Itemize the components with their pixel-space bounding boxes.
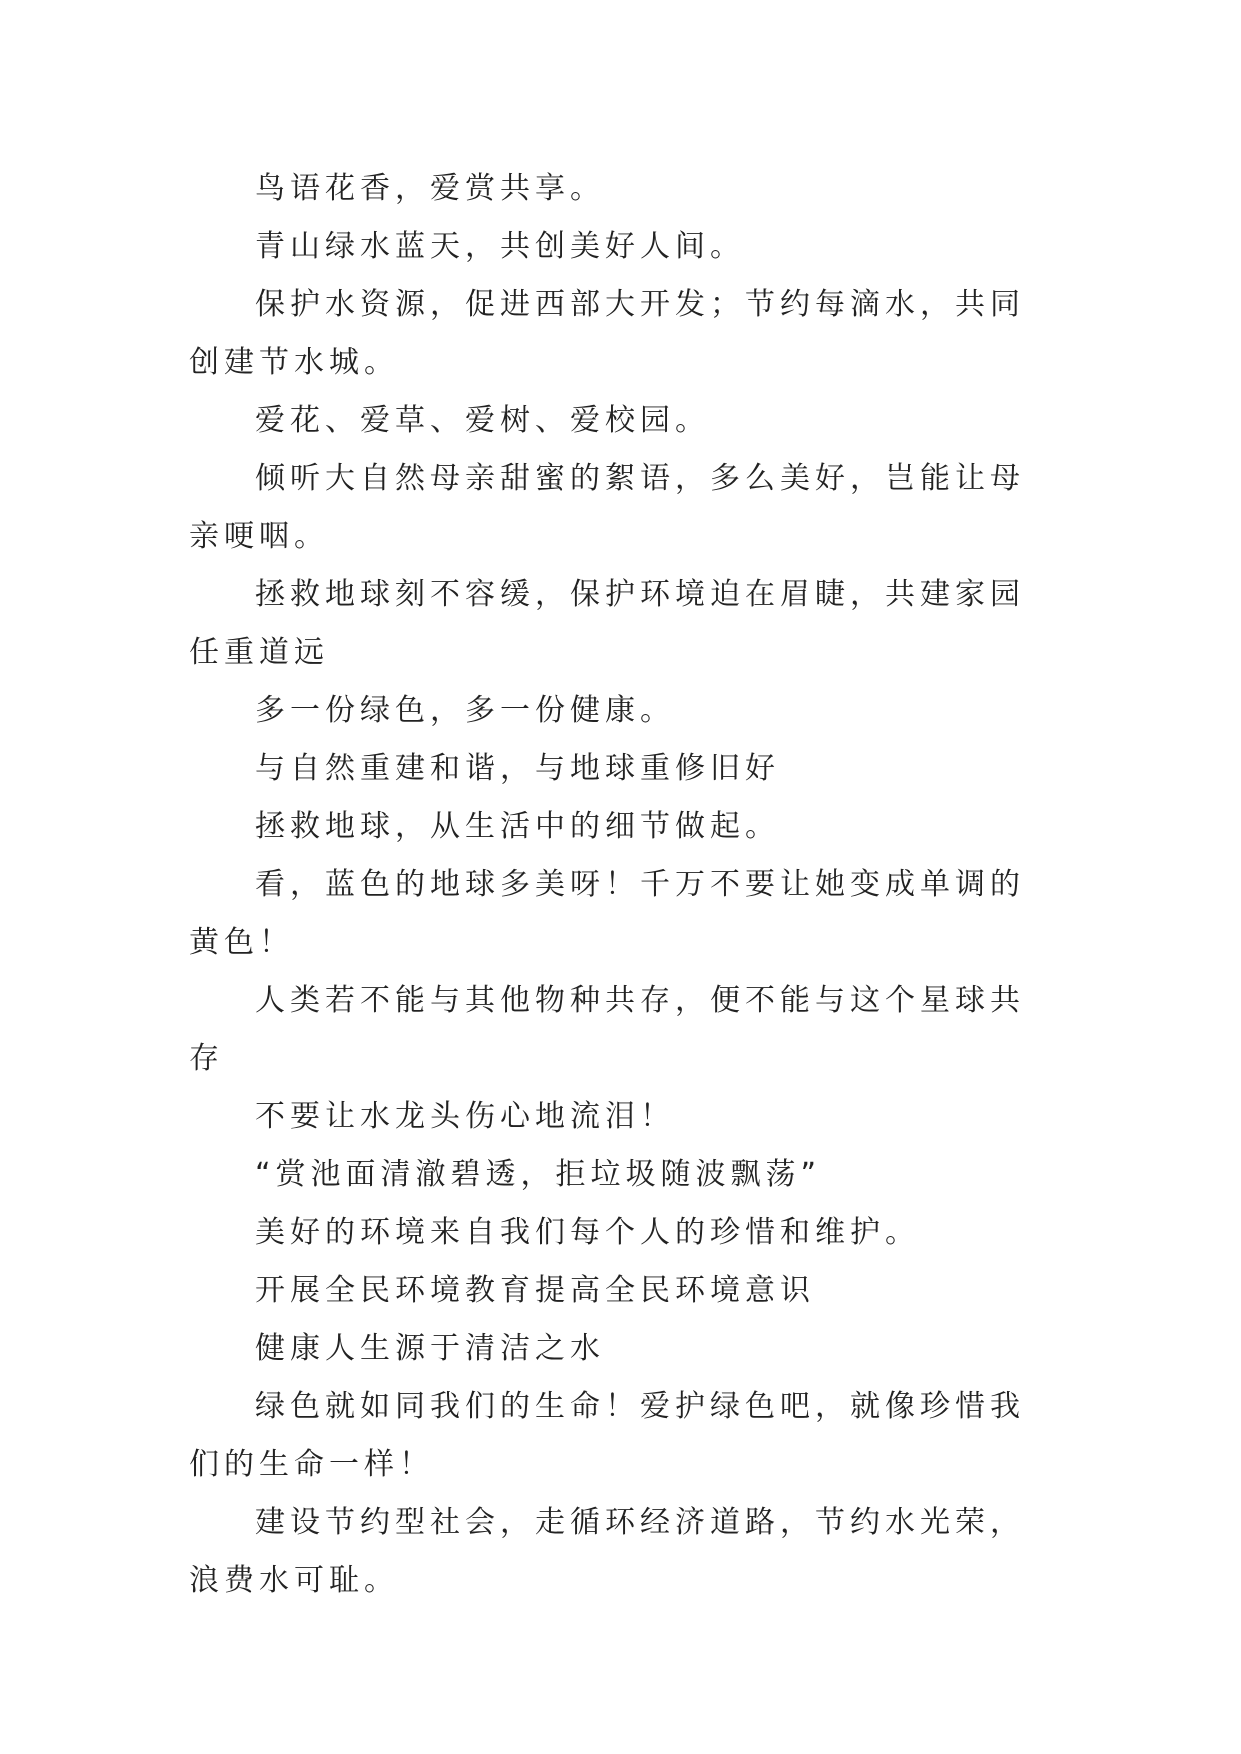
paragraph: 人类若不能与其他物种共存，便不能与这个星球共存 [189, 983, 1025, 1076]
paragraph: 爱花、爱草、爱树、爱校园。 [255, 403, 710, 438]
paragraph: 倾听大自然母亲甜蜜的絮语，多么美好，岂能让母亲哽咽。 [189, 461, 1025, 554]
paragraph: 拯救地球，从生活中的细节做起。 [255, 809, 780, 844]
paragraph: 保护水资源，促进西部大开发；节约每滴水，共同创建节水城。 [189, 287, 1025, 380]
paragraph: 鸟语花香，爱赏共享。 [255, 171, 605, 206]
paragraph: 绿色就如同我们的生命！爱护绿色吧，就像珍惜我们的生命一样！ [189, 1389, 1025, 1482]
paragraph: 健康人生源于清洁之水 [255, 1331, 605, 1366]
paragraph: 不要让水龙头伤心地流泪！ [255, 1099, 675, 1134]
paragraph: 看，蓝色的地球多美呀！千万不要让她变成单调的黄色！ [189, 867, 1025, 960]
paragraph: 青山绿水蓝天，共创美好人间。 [255, 229, 745, 264]
paragraph: “赏池面清澈碧透，拒垃圾随波飘荡” [255, 1157, 822, 1192]
paragraph: 拯救地球刻不容缓，保护环境迫在眉睫，共建家园任重道远 [189, 577, 1025, 670]
paragraph: 多一份绿色，多一份健康。 [255, 693, 675, 728]
document-body [189, 160, 1059, 1610]
paragraph: 美好的环境来自我们每个人的珍惜和维护。 [255, 1215, 920, 1250]
paragraph: 与自然重建和谐，与地球重修旧好 [255, 751, 780, 786]
paragraph: 开展全民环境教育提高全民环境意识 [255, 1273, 815, 1308]
paragraph: 建设节约型社会，走循环经济道路，节约水光荣，浪费水可耻。 [189, 1505, 1025, 1598]
